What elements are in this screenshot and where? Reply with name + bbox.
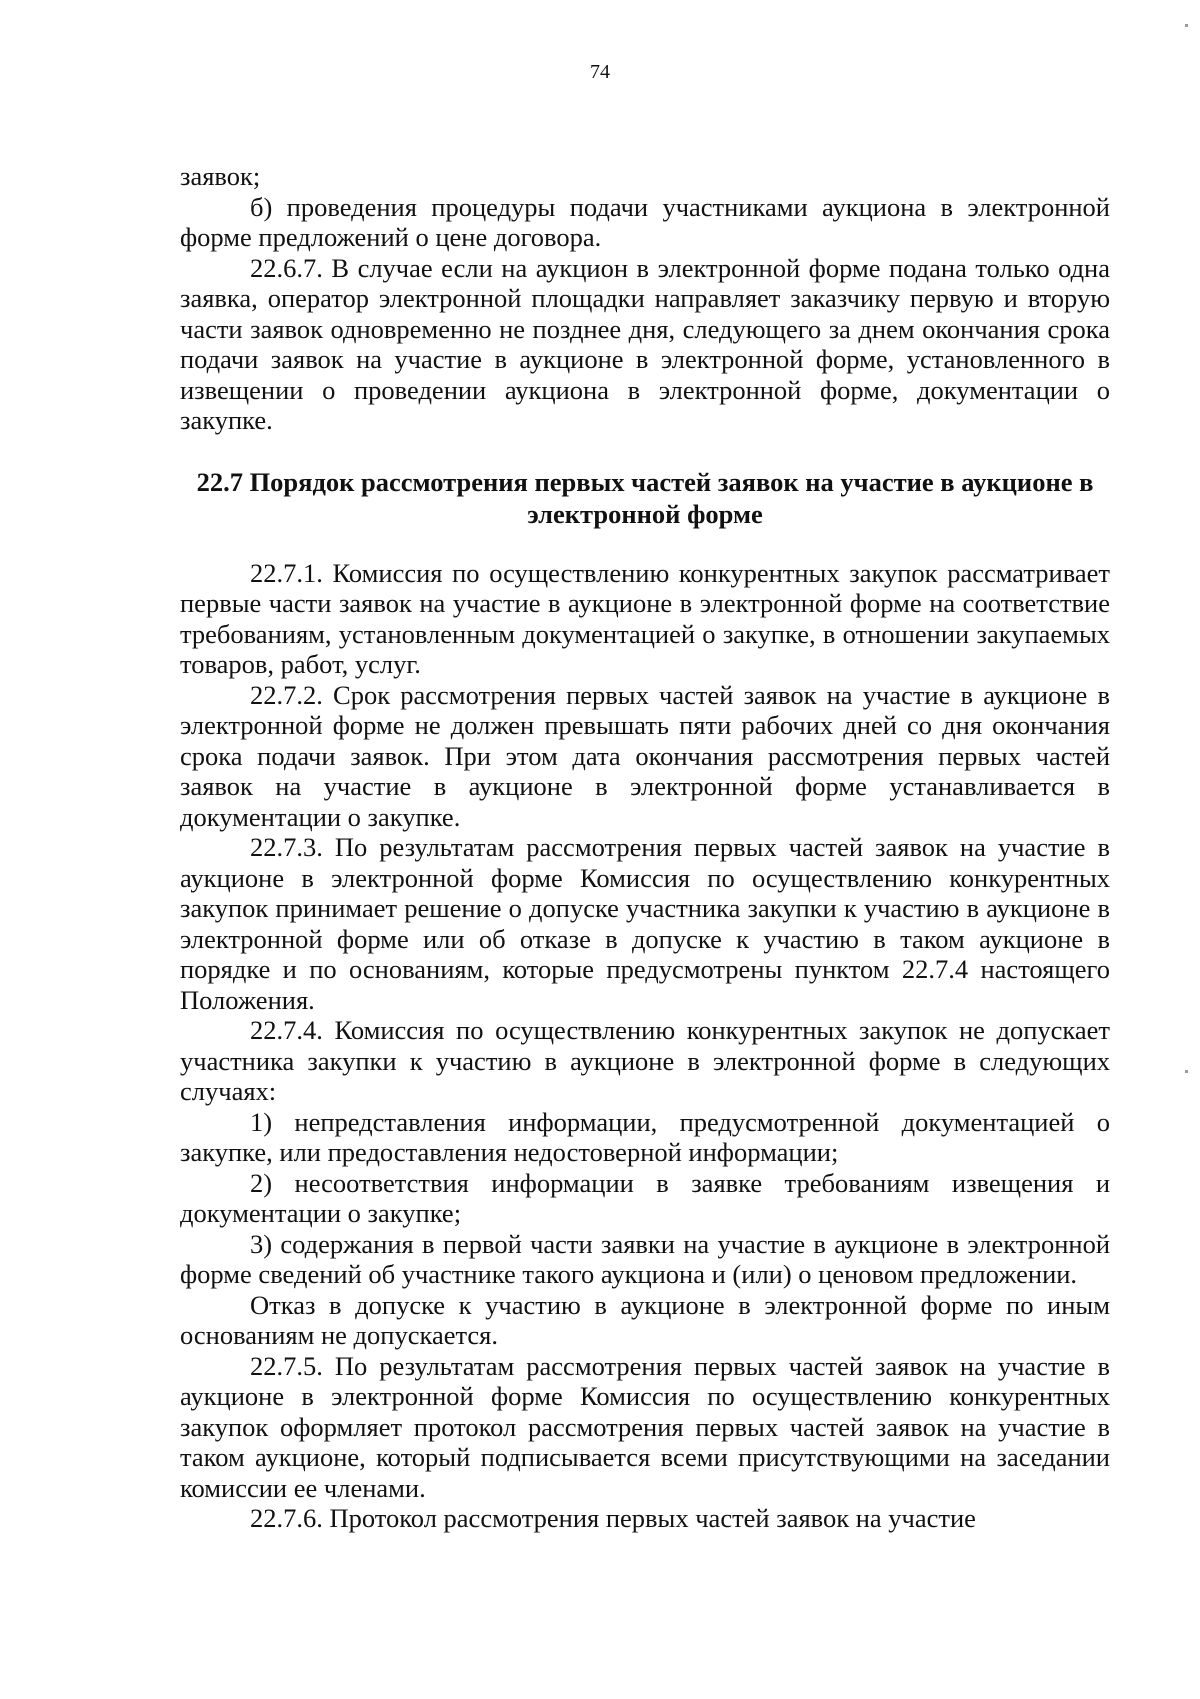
paragraph-22-7-2: 22.7.2. Срок рассмотрения первых частей заявок на участие в аукционе в электронной форме не должен превышать пяти рабочих дней со дня окончания срока подачи заявок. При этом дата окончания рассмотрения первых частей заявок на участие в аукционе в электронной форме устанавливается в документации о закупке. xyxy=(180,679,1110,832)
paragraph-refusal-note: Отказ в допуске к участию в аукционе в электронной форме по иным основаниям не допускается. xyxy=(180,1289,1110,1350)
list-item-2: 2) несоответствия информации в заявке требованиям извещения и документации о закупке; xyxy=(180,1167,1110,1228)
paragraph-22-6-7: 22.6.7. В случае если на аукцион в электронной форме подана только одна заявка, оператор электронной площадки направляет заказчику первую и вторую части заявок одновременно не позднее дня, следующего за днем окончания срока подачи заявок на участие в аукционе в электронной форме, установленного в извещении о проведении аукциона в электронной форме, документации о закупке. xyxy=(180,252,1110,435)
list-item-3: 3) содержания в первой части заявки на участие в аукционе в электронной форме сведений об участнике такого аукциона и (или) о ценовом предложении. xyxy=(180,1228,1110,1289)
page-number: 74 xyxy=(590,61,610,83)
document-body xyxy=(180,161,1110,1534)
scan-artifact-mark xyxy=(1185,24,1188,27)
scan-artifact-mark xyxy=(1185,1070,1188,1073)
paragraph-22-7-1: 22.7.1. Комиссия по осуществлению конкурентных закупок рассматривает первые части заявок на участие в аукционе в электронной форме на соответствие требованиям, установленным документацией о закупке, в отношении закупаемых товаров, работ, услуг. xyxy=(180,557,1110,679)
list-item-1: 1) непредставления информации, предусмотренной документацией о закупке, или предоставления недостоверной информации; xyxy=(180,1106,1110,1167)
paragraph-continuation: заявок; xyxy=(180,161,261,191)
paragraph-item-b: б) проведения процедуры подачи участниками аукциона в электронной форме предложений о цене договора. xyxy=(180,191,1110,252)
paragraph-22-7-3: 22.7.3. По результатам рассмотрения первых частей заявок на участие в аукционе в электронной форме Комиссия по осуществлению конкурентных закупок принимает решение о допуске участника закупки к участию в аукционе в электронной форме или об отказе в допуске к участию в таком аукционе в порядке и по основаниям, которые предусмотрены пунктом 22.7.4 настоящего Положения. xyxy=(180,832,1110,1015)
paragraph-22-7-4: 22.7.4. Комиссия по осуществлению конкурентных закупок не допускает участника закупки к участию в аукционе в электронной форме в следующих случаях: xyxy=(180,1015,1110,1106)
section-heading: 22.7 Порядок рассмотрения первых частей заявок на участие в аукционе в электронной форме xyxy=(196,466,1094,529)
paragraph-22-7-6: 22.7.6. Протокол рассмотрения первых частей заявок на участие xyxy=(250,1503,976,1533)
paragraph-22-7-5: 22.7.5. По результатам рассмотрения первых частей заявок на участие в аукционе в электронной форме Комиссия по осуществлению конкурентных закупок оформляет протокол рассмотрения первых частей заявок на участие в таком аукционе, который подписывается всеми присутствующими на заседании комиссии ее членами. xyxy=(180,1350,1110,1503)
